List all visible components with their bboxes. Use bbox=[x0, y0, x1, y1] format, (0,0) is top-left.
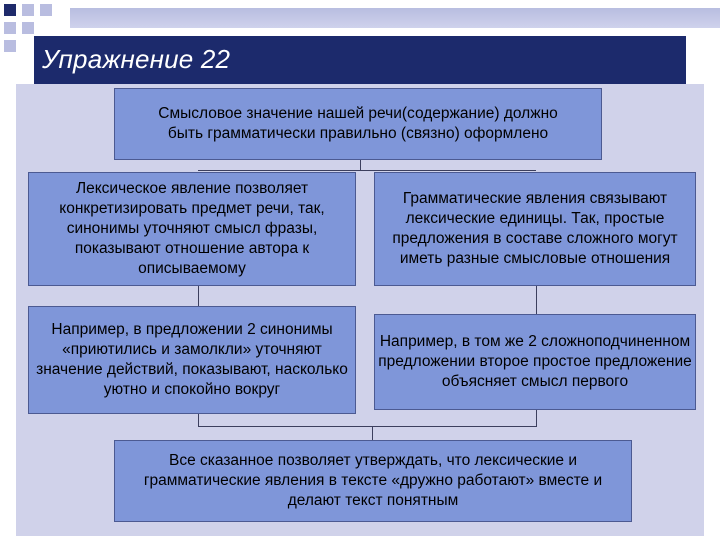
right-example-box: Например, в том же 2 сложноподчиненном предложении второе простое предложение объясняет смысл первого bbox=[374, 314, 696, 410]
connector-right-vertical bbox=[536, 286, 537, 314]
connector-right-down bbox=[536, 410, 537, 427]
connector-left-down bbox=[198, 414, 199, 427]
connector-left-vertical bbox=[198, 286, 199, 306]
page-title: Упражнение 22 bbox=[42, 44, 231, 74]
left-box: Лексическое явление позволяет конкретизировать предмет речи, так, синонимы уточняют смысл фразы, показывают отношение автора к описываемому bbox=[28, 172, 356, 286]
connector-bottom-horizontal bbox=[198, 426, 536, 427]
title-bar bbox=[34, 36, 686, 84]
right-box: Грамматические явления связывают лексические единицы. Так, простые предложения в составе сложного могут иметь разные смысловые отношения bbox=[374, 172, 696, 286]
left-example-box: Например, в предложении 2 синонимы «приютились и замолкли» уточняют значение действий, показывают, насколько уютно и спокойно вокруг bbox=[28, 306, 356, 414]
top-box: Смысловое значение нашей речи(содержание) должно быть грамматически правильно (связно) оформлено bbox=[114, 88, 602, 160]
bottom-box: Все сказанное позволяет утверждать, что лексические и грамматические явления в тексте «дружно работают» вместе и делают текст понятным bbox=[114, 440, 632, 522]
header-strip bbox=[70, 8, 720, 28]
connector-top-vertical bbox=[360, 160, 361, 171]
connector-bottom-vertical bbox=[372, 426, 373, 440]
connector-top-horizontal bbox=[198, 170, 536, 171]
